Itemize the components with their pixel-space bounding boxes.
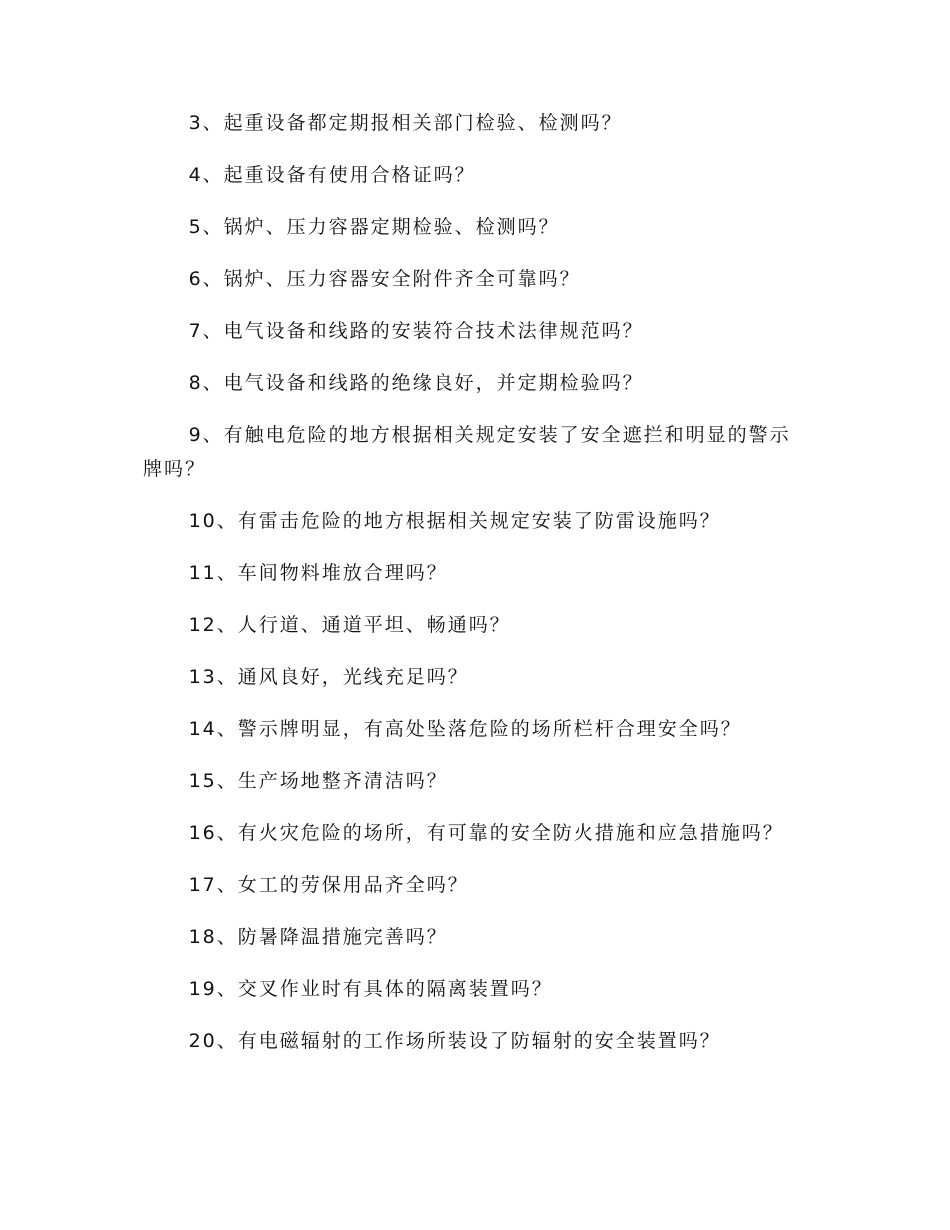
checklist-item-12: 12、人行道、通道平坦、畅通吗？ bbox=[188, 614, 511, 636]
checklist-item-7: 7、电气设备和线路的安装符合技术法律规范吗？ bbox=[188, 320, 644, 342]
checklist-item-18: 18、防暑降温措施完善吗？ bbox=[188, 926, 448, 948]
checklist-item-3: 3、起重设备都定期报相关部门检验、检测吗？ bbox=[188, 112, 623, 134]
checklist-item-4: 4、起重设备有使用合格证吗？ bbox=[188, 164, 476, 186]
checklist-item-6: 6、锅炉、压力容器安全附件齐全可靠吗？ bbox=[188, 268, 581, 290]
checklist-item-13: 13、通风良好，光线充足吗？ bbox=[188, 666, 469, 688]
checklist-item-14: 14、警示牌明显，有高处坠落危险的场所栏杆合理安全吗？ bbox=[188, 718, 742, 740]
checklist-item-17: 17、女工的劳保用品齐全吗？ bbox=[188, 874, 469, 896]
checklist-item-5: 5、锅炉、压力容器定期检验、检测吗？ bbox=[188, 216, 560, 238]
checklist-item-8: 8、电气设备和线路的绝缘良好，并定期检验吗？ bbox=[188, 372, 644, 394]
checklist-item-16: 16、有火灾危险的场所，有可靠的安全防火措施和应急措施吗？ bbox=[188, 822, 784, 844]
checklist-item-9: 9、有触电危险的地方根据相关规定安装了安全遮拦和明显的警示牌吗？ bbox=[143, 424, 791, 480]
checklist-item-20: 20、有电磁辐射的工作场所装设了防辐射的安全装置吗？ bbox=[188, 1030, 721, 1052]
checklist-item-19: 19、交叉作业时有具体的隔离装置吗？ bbox=[188, 978, 553, 1000]
checklist-item-15: 15、生产场地整齐清洁吗？ bbox=[188, 770, 448, 792]
document-body bbox=[143, 106, 810, 1076]
checklist-item-11: 11、车间物料堆放合理吗？ bbox=[188, 562, 448, 584]
checklist-item-10: 10、有雷击危险的地方根据相关规定安装了防雷设施吗？ bbox=[188, 510, 721, 532]
